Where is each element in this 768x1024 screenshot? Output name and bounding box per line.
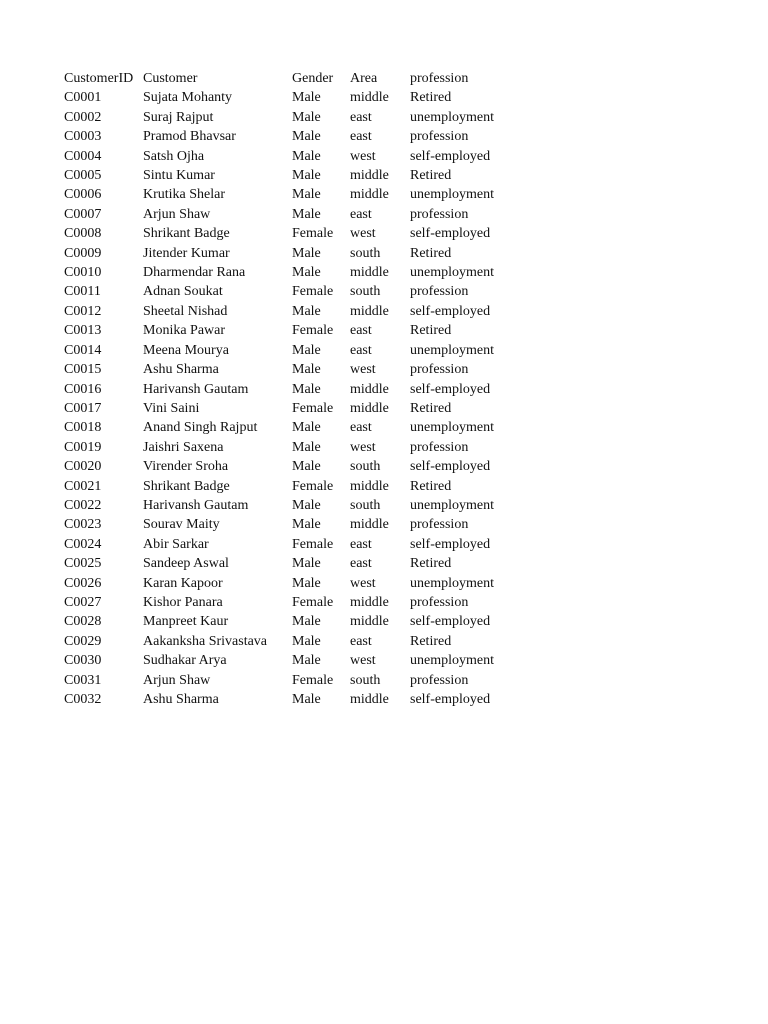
cell-customer-id: C0002 xyxy=(64,109,102,125)
cell-area: middle xyxy=(350,303,389,319)
customer-table xyxy=(64,69,520,709)
table-row xyxy=(64,282,520,301)
table-row xyxy=(64,554,520,573)
cell-profession: Retired xyxy=(410,323,452,339)
cell-customer-name: Sudhakar Arya xyxy=(143,653,227,669)
cell-customer-id: C0008 xyxy=(64,226,102,242)
cell-gender: Male xyxy=(292,206,321,222)
cell-gender: Male xyxy=(292,692,321,707)
cell-customer-id: C0021 xyxy=(64,478,102,494)
cell-profession: unemployment xyxy=(410,497,494,513)
customer-sheet xyxy=(64,69,520,709)
cell-customer-name: Virender Sroha xyxy=(143,459,229,475)
cell-gender: Male xyxy=(292,459,321,475)
cell-gender: Female xyxy=(292,323,334,339)
cell-area: middle xyxy=(350,187,389,203)
cell-profession: Retired xyxy=(410,245,452,261)
cell-gender: Male xyxy=(292,187,321,203)
cell-profession: profession xyxy=(410,594,469,610)
cell-customer-name: Suraj Rajput xyxy=(143,109,214,125)
cell-area: south xyxy=(350,497,381,513)
cell-area: east xyxy=(350,109,372,125)
cell-profession: Retired xyxy=(410,478,452,494)
cell-gender: Male xyxy=(292,90,321,106)
cell-customer-id: C0012 xyxy=(64,303,102,319)
cell-customer-id: C0017 xyxy=(64,400,102,416)
cell-area: east xyxy=(350,206,372,222)
cell-customer-name: Sandeep Aswal xyxy=(143,556,229,572)
cell-customer-name: Adnan Soukat xyxy=(143,284,223,300)
cell-customer-name: Arjun Shaw xyxy=(143,672,211,688)
cell-customer-id: C0013 xyxy=(64,323,102,339)
table-row xyxy=(64,671,520,690)
cell-customer-name: Shrikant Badge xyxy=(143,478,230,494)
cell-area: middle xyxy=(350,90,389,106)
cell-area: middle xyxy=(350,614,389,630)
cell-area: east xyxy=(350,556,372,572)
cell-customer-name: Manpreet Kaur xyxy=(143,614,229,630)
cell-gender: Male xyxy=(292,497,321,513)
cell-profession: self-employed xyxy=(410,614,491,630)
cell-customer-name: Satsh Ojha xyxy=(143,148,205,164)
cell-customer-id: C0024 xyxy=(64,536,102,552)
table-row xyxy=(64,263,520,282)
table-row xyxy=(64,477,520,496)
cell-gender: Male xyxy=(292,439,321,455)
header-profession: profession xyxy=(410,71,469,86)
cell-profession: profession xyxy=(410,517,469,533)
cell-gender: Male xyxy=(292,614,321,630)
cell-gender: Male xyxy=(292,109,321,125)
cell-area: south xyxy=(350,245,381,261)
cell-customer-id: C0025 xyxy=(64,556,102,572)
cell-area: middle xyxy=(350,517,389,533)
cell-profession: profession xyxy=(410,439,469,455)
cell-profession: profession xyxy=(410,362,469,378)
cell-gender: Male xyxy=(292,517,321,533)
cell-area: west xyxy=(350,226,376,242)
cell-profession: unemployment xyxy=(410,109,494,125)
cell-area: west xyxy=(350,148,376,164)
table-row xyxy=(64,88,520,107)
cell-customer-name: Abir Sarkar xyxy=(143,536,209,552)
cell-customer-name: Sintu Kumar xyxy=(143,168,215,184)
header-row xyxy=(64,69,520,88)
cell-area: east xyxy=(350,536,372,552)
cell-customer-id: C0001 xyxy=(64,90,102,106)
table-row xyxy=(64,321,520,340)
table-row xyxy=(64,224,520,243)
cell-gender: Male xyxy=(292,342,321,358)
cell-profession: unemployment xyxy=(410,265,494,281)
cell-customer-name: Harivansh Gautam xyxy=(143,497,249,513)
cell-customer-id: C0023 xyxy=(64,517,102,533)
cell-customer-name: Shrikant Badge xyxy=(143,226,230,242)
cell-customer-id: C0027 xyxy=(64,594,102,610)
cell-area: east xyxy=(350,129,372,145)
table-row xyxy=(64,108,520,127)
table-row xyxy=(64,418,520,437)
cell-profession: unemployment xyxy=(410,575,494,591)
cell-profession: profession xyxy=(410,672,469,688)
cell-profession: self-employed xyxy=(410,459,491,475)
cell-area: middle xyxy=(350,381,389,397)
table-row xyxy=(64,399,520,418)
cell-gender: Female xyxy=(292,226,334,242)
table-row xyxy=(64,341,520,360)
cell-customer-id: C0003 xyxy=(64,129,102,145)
header-area: Area xyxy=(350,71,378,86)
cell-customer-name: Dharmendar Rana xyxy=(143,265,246,281)
cell-customer-name: Sheetal Nishad xyxy=(143,303,228,319)
cell-area: west xyxy=(350,362,376,378)
cell-profession: unemployment xyxy=(410,420,494,436)
header-customer-id: CustomerID xyxy=(64,71,134,86)
cell-customer-id: C0014 xyxy=(64,342,102,358)
cell-customer-id: C0011 xyxy=(64,284,101,300)
cell-area: west xyxy=(350,439,376,455)
cell-customer-name: Anand Singh Rajput xyxy=(143,420,258,436)
table-row xyxy=(64,147,520,166)
cell-area: east xyxy=(350,420,372,436)
cell-area: middle xyxy=(350,168,389,184)
cell-area: east xyxy=(350,323,372,339)
table-row xyxy=(64,302,520,321)
cell-customer-id: C0016 xyxy=(64,381,102,397)
cell-customer-name: Jaishri Saxena xyxy=(143,439,224,455)
header-gender: Gender xyxy=(292,71,334,86)
cell-gender: Female xyxy=(292,672,334,688)
cell-customer-id: C0018 xyxy=(64,420,102,436)
cell-customer-name: Sujata Mohanty xyxy=(143,90,233,106)
cell-customer-id: C0030 xyxy=(64,653,102,669)
table-row xyxy=(64,127,520,146)
cell-profession: Retired xyxy=(410,400,452,416)
table-row xyxy=(64,438,520,457)
cell-customer-name: Ashu Sharma xyxy=(143,692,219,707)
cell-customer-id: C0019 xyxy=(64,439,102,455)
cell-customer-name: Arjun Shaw xyxy=(143,206,211,222)
cell-customer-name: Kishor Panara xyxy=(143,594,223,610)
cell-area: south xyxy=(350,459,381,475)
table-row xyxy=(64,651,520,670)
cell-customer-name: Vini Saini xyxy=(143,400,200,416)
cell-customer-id: C0028 xyxy=(64,614,102,630)
cell-area: middle xyxy=(350,400,389,416)
cell-gender: Male xyxy=(292,129,321,145)
cell-profession: Retired xyxy=(410,556,452,572)
cell-customer-id: C0022 xyxy=(64,497,102,513)
cell-gender: Female xyxy=(292,400,334,416)
table-row xyxy=(64,457,520,476)
table-row xyxy=(64,574,520,593)
cell-customer-id: C0009 xyxy=(64,245,102,261)
cell-area: west xyxy=(350,653,376,669)
cell-profession: self-employed xyxy=(410,148,491,164)
cell-profession: profession xyxy=(410,129,469,145)
cell-gender: Male xyxy=(292,245,321,261)
cell-gender: Female xyxy=(292,478,334,494)
cell-customer-name: Krutika Shelar xyxy=(143,187,226,203)
table-row xyxy=(64,632,520,651)
cell-profession: Retired xyxy=(410,90,452,106)
cell-gender: Male xyxy=(292,303,321,319)
cell-profession: profession xyxy=(410,284,469,300)
cell-area: east xyxy=(350,342,372,358)
cell-area: middle xyxy=(350,594,389,610)
table-row xyxy=(64,185,520,204)
cell-gender: Female xyxy=(292,594,334,610)
table-row xyxy=(64,205,520,224)
table-row xyxy=(64,535,520,554)
cell-area: south xyxy=(350,672,381,688)
table-row xyxy=(64,612,520,631)
cell-area: middle xyxy=(350,265,389,281)
cell-customer-id: C0010 xyxy=(64,265,102,281)
cell-customer-name: Monika Pawar xyxy=(143,323,226,339)
cell-gender: Female xyxy=(292,536,334,552)
cell-area: south xyxy=(350,284,381,300)
table-row xyxy=(64,244,520,263)
cell-gender: Male xyxy=(292,575,321,591)
table-body xyxy=(64,69,520,709)
cell-customer-name: Meena Mourya xyxy=(143,342,229,358)
cell-customer-id: C0007 xyxy=(64,206,102,222)
cell-customer-id: C0004 xyxy=(64,148,102,164)
header-customer-name: Customer xyxy=(143,71,198,86)
cell-gender: Male xyxy=(292,265,321,281)
cell-customer-id: C0026 xyxy=(64,575,102,591)
table-row xyxy=(64,593,520,612)
cell-gender: Male xyxy=(292,653,321,669)
table-row xyxy=(64,166,520,185)
cell-profession: unemployment xyxy=(410,342,494,358)
cell-area: middle xyxy=(350,692,389,707)
cell-customer-id: C0032 xyxy=(64,692,102,707)
cell-gender: Male xyxy=(292,633,321,649)
cell-customer-id: C0015 xyxy=(64,362,102,378)
cell-customer-id: C0020 xyxy=(64,459,102,475)
cell-profession: self-employed xyxy=(410,692,491,707)
cell-area: east xyxy=(350,633,372,649)
cell-customer-name: Karan Kapoor xyxy=(143,575,223,591)
cell-gender: Female xyxy=(292,284,334,300)
cell-gender: Male xyxy=(292,148,321,164)
cell-customer-id: C0031 xyxy=(64,672,102,688)
cell-gender: Male xyxy=(292,168,321,184)
cell-profession: self-employed xyxy=(410,303,491,319)
cell-customer-id: C0006 xyxy=(64,187,102,203)
cell-customer-id: C0029 xyxy=(64,633,102,649)
cell-profession: self-employed xyxy=(410,536,491,552)
cell-customer-name: Sourav Maity xyxy=(143,517,220,533)
cell-customer-name: Aakanksha Srivastava xyxy=(143,633,268,649)
table-row xyxy=(64,690,520,709)
cell-customer-name: Jitender Kumar xyxy=(143,245,230,261)
cell-profession: self-employed xyxy=(410,381,491,397)
cell-profession: Retired xyxy=(410,168,452,184)
cell-area: west xyxy=(350,575,376,591)
cell-customer-id: C0005 xyxy=(64,168,102,184)
table-row xyxy=(64,360,520,379)
cell-profession: profession xyxy=(410,206,469,222)
table-row xyxy=(64,496,520,515)
cell-gender: Male xyxy=(292,381,321,397)
table-row xyxy=(64,380,520,399)
cell-profession: unemployment xyxy=(410,653,494,669)
cell-customer-name: Harivansh Gautam xyxy=(143,381,249,397)
cell-profession: self-employed xyxy=(410,226,491,242)
cell-profession: unemployment xyxy=(410,187,494,203)
cell-gender: Male xyxy=(292,556,321,572)
table-row xyxy=(64,515,520,534)
cell-gender: Male xyxy=(292,420,321,436)
cell-customer-name: Ashu Sharma xyxy=(143,362,219,378)
cell-area: middle xyxy=(350,478,389,494)
cell-profession: Retired xyxy=(410,633,452,649)
cell-gender: Male xyxy=(292,362,321,378)
cell-customer-name: Pramod Bhavsar xyxy=(143,129,236,145)
